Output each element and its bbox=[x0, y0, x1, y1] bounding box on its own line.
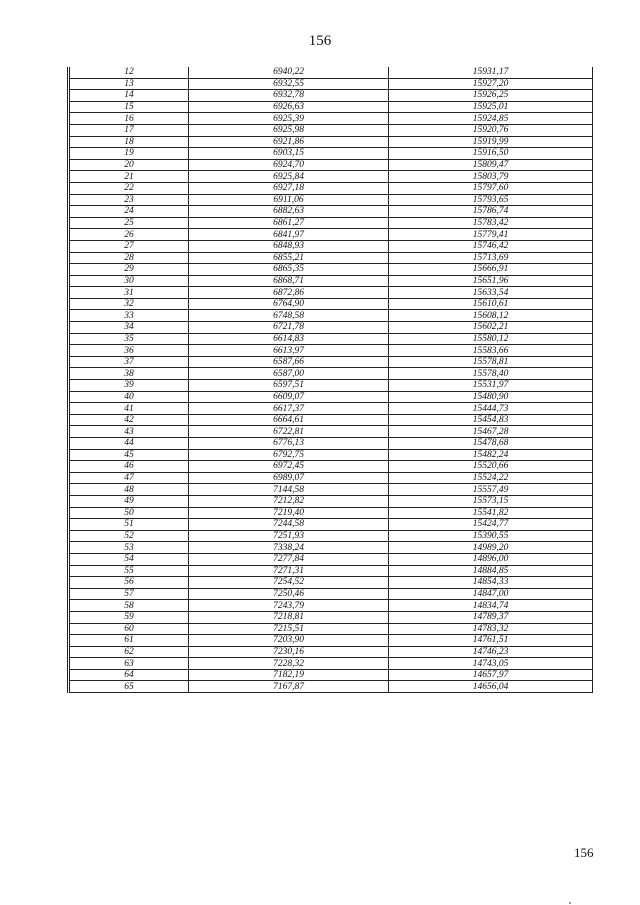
point-number-cell: 33 bbox=[69, 310, 189, 322]
point-number-cell: 28 bbox=[69, 252, 189, 264]
table-row bbox=[69, 669, 593, 681]
point-number-cell: 65 bbox=[69, 681, 189, 693]
x-coordinate-cell: 6925,98 bbox=[189, 124, 389, 136]
x-coordinate-cell: 6764,90 bbox=[189, 298, 389, 310]
x-coordinate-cell: 7144,58 bbox=[189, 484, 389, 496]
y-coordinate-cell: 15924,85 bbox=[389, 113, 593, 125]
scan-speck bbox=[569, 902, 571, 904]
table-row bbox=[69, 553, 593, 565]
x-coordinate-cell: 6792,75 bbox=[189, 449, 389, 461]
table-row bbox=[69, 252, 593, 264]
y-coordinate-cell: 14834,74 bbox=[389, 600, 593, 612]
point-number-cell: 56 bbox=[69, 577, 189, 589]
x-coordinate-cell: 6903,15 bbox=[189, 148, 389, 160]
table-row bbox=[69, 681, 593, 693]
point-number-cell: 53 bbox=[69, 542, 189, 554]
y-coordinate-cell: 15424,77 bbox=[389, 519, 593, 531]
y-coordinate-cell: 14989,20 bbox=[389, 542, 593, 554]
y-coordinate-cell: 15793,65 bbox=[389, 194, 593, 206]
x-coordinate-cell: 7203,90 bbox=[189, 635, 389, 647]
table-row bbox=[69, 426, 593, 438]
x-coordinate-cell: 6932,78 bbox=[189, 90, 389, 102]
y-coordinate-cell: 15746,42 bbox=[389, 240, 593, 252]
point-number-cell: 50 bbox=[69, 507, 189, 519]
table-row bbox=[69, 403, 593, 415]
point-number-cell: 19 bbox=[69, 148, 189, 160]
table-row bbox=[69, 577, 593, 589]
table-row bbox=[69, 78, 593, 90]
x-coordinate-cell: 6855,21 bbox=[189, 252, 389, 264]
point-number-cell: 40 bbox=[69, 391, 189, 403]
x-coordinate-cell: 7228,32 bbox=[189, 658, 389, 670]
table-row bbox=[69, 240, 593, 252]
table-row bbox=[69, 449, 593, 461]
y-coordinate-cell: 14656,04 bbox=[389, 681, 593, 693]
y-coordinate-cell: 15520,66 bbox=[389, 461, 593, 473]
y-coordinate-cell: 15786,74 bbox=[389, 206, 593, 218]
x-coordinate-cell: 6868,71 bbox=[189, 275, 389, 287]
table-row bbox=[69, 206, 593, 218]
x-coordinate-cell: 6587,00 bbox=[189, 368, 389, 380]
table-row bbox=[69, 182, 593, 194]
point-number-cell: 37 bbox=[69, 356, 189, 368]
y-coordinate-cell: 14896,00 bbox=[389, 553, 593, 565]
x-coordinate-cell: 6841,97 bbox=[189, 229, 389, 241]
x-coordinate-cell: 6848,93 bbox=[189, 240, 389, 252]
point-number-cell: 14 bbox=[69, 90, 189, 102]
x-coordinate-cell: 6924,70 bbox=[189, 159, 389, 171]
y-coordinate-cell: 15573,15 bbox=[389, 495, 593, 507]
table-row bbox=[69, 275, 593, 287]
x-coordinate-cell: 6664,61 bbox=[189, 414, 389, 426]
x-coordinate-cell: 7219,40 bbox=[189, 507, 389, 519]
x-coordinate-cell: 6722,81 bbox=[189, 426, 389, 438]
table-row bbox=[69, 148, 593, 160]
table-row bbox=[69, 600, 593, 612]
table-row bbox=[69, 171, 593, 183]
point-number-cell: 45 bbox=[69, 449, 189, 461]
point-number-cell: 48 bbox=[69, 484, 189, 496]
x-coordinate-cell: 6861,27 bbox=[189, 217, 389, 229]
y-coordinate-cell: 15919,99 bbox=[389, 136, 593, 148]
x-coordinate-cell: 6617,37 bbox=[189, 403, 389, 415]
y-coordinate-cell: 14854,33 bbox=[389, 577, 593, 589]
point-number-cell: 17 bbox=[69, 124, 189, 136]
y-coordinate-cell: 15531,97 bbox=[389, 380, 593, 392]
y-coordinate-cell: 15809,47 bbox=[389, 159, 593, 171]
y-coordinate-cell: 15390,55 bbox=[389, 530, 593, 542]
y-coordinate-cell: 14657,97 bbox=[389, 669, 593, 681]
y-coordinate-cell: 15608,12 bbox=[389, 310, 593, 322]
point-number-cell: 30 bbox=[69, 275, 189, 287]
table-row bbox=[69, 90, 593, 102]
point-number-cell: 20 bbox=[69, 159, 189, 171]
table-row bbox=[69, 507, 593, 519]
y-coordinate-cell: 14847,00 bbox=[389, 588, 593, 600]
y-coordinate-cell: 15524,22 bbox=[389, 472, 593, 484]
table-row bbox=[69, 345, 593, 357]
y-coordinate-cell: 15482,24 bbox=[389, 449, 593, 461]
table-row bbox=[69, 298, 593, 310]
x-coordinate-cell: 6925,84 bbox=[189, 171, 389, 183]
point-number-cell: 26 bbox=[69, 229, 189, 241]
y-coordinate-cell: 15578,40 bbox=[389, 368, 593, 380]
y-coordinate-cell: 15666,91 bbox=[389, 264, 593, 276]
x-coordinate-cell: 7271,31 bbox=[189, 565, 389, 577]
x-coordinate-cell: 6587,66 bbox=[189, 356, 389, 368]
x-coordinate-cell: 6940,22 bbox=[189, 67, 389, 78]
y-coordinate-cell: 15916,50 bbox=[389, 148, 593, 160]
x-coordinate-cell: 6614,83 bbox=[189, 333, 389, 345]
table-row bbox=[69, 542, 593, 554]
y-coordinate-cell: 15467,28 bbox=[389, 426, 593, 438]
point-number-cell: 13 bbox=[69, 78, 189, 90]
table-row bbox=[69, 565, 593, 577]
page-number-top: 156 bbox=[308, 33, 332, 49]
point-number-cell: 55 bbox=[69, 565, 189, 577]
table-row bbox=[69, 136, 593, 148]
point-number-cell: 54 bbox=[69, 553, 189, 565]
x-coordinate-cell: 6911,06 bbox=[189, 194, 389, 206]
y-coordinate-cell: 15633,54 bbox=[389, 287, 593, 299]
x-coordinate-cell: 7243,79 bbox=[189, 600, 389, 612]
table-row bbox=[69, 333, 593, 345]
point-number-cell: 62 bbox=[69, 646, 189, 658]
y-coordinate-cell: 14743,05 bbox=[389, 658, 593, 670]
x-coordinate-cell: 6597,51 bbox=[189, 380, 389, 392]
table-row bbox=[69, 217, 593, 229]
point-number-cell: 51 bbox=[69, 519, 189, 531]
point-number-cell: 18 bbox=[69, 136, 189, 148]
x-coordinate-cell: 7182,19 bbox=[189, 669, 389, 681]
point-number-cell: 35 bbox=[69, 333, 189, 345]
table-row bbox=[69, 113, 593, 125]
y-coordinate-cell: 15779,41 bbox=[389, 229, 593, 241]
x-coordinate-cell: 6925,39 bbox=[189, 113, 389, 125]
x-coordinate-cell: 6932,55 bbox=[189, 78, 389, 90]
x-coordinate-cell: 6865,35 bbox=[189, 264, 389, 276]
point-number-cell: 57 bbox=[69, 588, 189, 600]
table-row bbox=[69, 658, 593, 670]
y-coordinate-cell: 15480,90 bbox=[389, 391, 593, 403]
table-row bbox=[69, 264, 593, 276]
table-row bbox=[69, 611, 593, 623]
y-coordinate-cell: 14789,37 bbox=[389, 611, 593, 623]
table-row bbox=[69, 484, 593, 496]
point-number-cell: 29 bbox=[69, 264, 189, 276]
x-coordinate-cell: 7212,82 bbox=[189, 495, 389, 507]
x-coordinate-cell: 7230,16 bbox=[189, 646, 389, 658]
x-coordinate-cell: 6776,13 bbox=[189, 438, 389, 450]
y-coordinate-cell: 15927,20 bbox=[389, 78, 593, 90]
point-number-cell: 34 bbox=[69, 322, 189, 334]
table-row bbox=[69, 356, 593, 368]
y-coordinate-cell: 15803,79 bbox=[389, 171, 593, 183]
point-number-cell: 32 bbox=[69, 298, 189, 310]
x-coordinate-cell: 6989,07 bbox=[189, 472, 389, 484]
y-coordinate-cell: 15926,25 bbox=[389, 90, 593, 102]
y-coordinate-cell: 15931,17 bbox=[389, 67, 593, 78]
point-number-cell: 15 bbox=[69, 101, 189, 113]
x-coordinate-cell: 6926,63 bbox=[189, 101, 389, 113]
y-coordinate-cell: 15651,96 bbox=[389, 275, 593, 287]
point-number-cell: 44 bbox=[69, 438, 189, 450]
table-row bbox=[69, 310, 593, 322]
point-number-cell: 36 bbox=[69, 345, 189, 357]
point-number-cell: 46 bbox=[69, 461, 189, 473]
point-number-cell: 31 bbox=[69, 287, 189, 299]
point-number-cell: 24 bbox=[69, 206, 189, 218]
point-number-cell: 21 bbox=[69, 171, 189, 183]
x-coordinate-cell: 6872,86 bbox=[189, 287, 389, 299]
coordinates-table-body bbox=[69, 67, 593, 693]
point-number-cell: 60 bbox=[69, 623, 189, 635]
table-row bbox=[69, 380, 593, 392]
point-number-cell: 23 bbox=[69, 194, 189, 206]
table-row bbox=[69, 159, 593, 171]
point-number-cell: 42 bbox=[69, 414, 189, 426]
x-coordinate-cell: 6972,45 bbox=[189, 461, 389, 473]
point-number-cell: 64 bbox=[69, 669, 189, 681]
table-row bbox=[69, 101, 593, 113]
point-number-cell: 63 bbox=[69, 658, 189, 670]
x-coordinate-cell: 6927,18 bbox=[189, 182, 389, 194]
table-row bbox=[69, 322, 593, 334]
y-coordinate-cell: 15557,49 bbox=[389, 484, 593, 496]
point-number-cell: 41 bbox=[69, 403, 189, 415]
point-number-cell: 25 bbox=[69, 217, 189, 229]
table-row bbox=[69, 519, 593, 531]
y-coordinate-cell: 15925,01 bbox=[389, 101, 593, 113]
x-coordinate-cell: 7250,46 bbox=[189, 588, 389, 600]
x-coordinate-cell: 7244,58 bbox=[189, 519, 389, 531]
table-row bbox=[69, 124, 593, 136]
point-number-cell: 47 bbox=[69, 472, 189, 484]
y-coordinate-cell: 15478,68 bbox=[389, 438, 593, 450]
point-number-cell: 43 bbox=[69, 426, 189, 438]
table-row bbox=[69, 635, 593, 647]
point-number-cell: 58 bbox=[69, 600, 189, 612]
x-coordinate-cell: 7215,51 bbox=[189, 623, 389, 635]
x-coordinate-cell: 7218,81 bbox=[189, 611, 389, 623]
page-number-bottom: 156 bbox=[574, 845, 594, 860]
x-coordinate-cell: 6613,97 bbox=[189, 345, 389, 357]
table-row bbox=[69, 67, 593, 78]
x-coordinate-cell: 6609,07 bbox=[189, 391, 389, 403]
table-row bbox=[69, 438, 593, 450]
y-coordinate-cell: 14761,51 bbox=[389, 635, 593, 647]
table-row bbox=[69, 368, 593, 380]
x-coordinate-cell: 6721,78 bbox=[189, 322, 389, 334]
x-coordinate-cell: 7277,84 bbox=[189, 553, 389, 565]
table-row bbox=[69, 623, 593, 635]
x-coordinate-cell: 7251,93 bbox=[189, 530, 389, 542]
table-row bbox=[69, 646, 593, 658]
x-coordinate-cell: 7338,24 bbox=[189, 542, 389, 554]
y-coordinate-cell: 14884,85 bbox=[389, 565, 593, 577]
y-coordinate-cell: 15444,73 bbox=[389, 403, 593, 415]
point-number-cell: 38 bbox=[69, 368, 189, 380]
y-coordinate-cell: 15713,69 bbox=[389, 252, 593, 264]
point-number-cell: 59 bbox=[69, 611, 189, 623]
y-coordinate-cell: 15541,82 bbox=[389, 507, 593, 519]
coordinates-table bbox=[67, 67, 593, 693]
point-number-cell: 27 bbox=[69, 240, 189, 252]
y-coordinate-cell: 15797,60 bbox=[389, 182, 593, 194]
table-row bbox=[69, 530, 593, 542]
y-coordinate-cell: 15610,61 bbox=[389, 298, 593, 310]
table-row bbox=[69, 229, 593, 241]
y-coordinate-cell: 14746,23 bbox=[389, 646, 593, 658]
table-row bbox=[69, 287, 593, 299]
point-number-cell: 52 bbox=[69, 530, 189, 542]
point-number-cell: 16 bbox=[69, 113, 189, 125]
x-coordinate-cell: 6882,63 bbox=[189, 206, 389, 218]
point-number-cell: 22 bbox=[69, 182, 189, 194]
y-coordinate-cell: 15602,21 bbox=[389, 322, 593, 334]
table-row bbox=[69, 194, 593, 206]
y-coordinate-cell: 15920,76 bbox=[389, 124, 593, 136]
x-coordinate-cell: 6748,58 bbox=[189, 310, 389, 322]
x-coordinate-cell: 6921,86 bbox=[189, 136, 389, 148]
table-row bbox=[69, 495, 593, 507]
point-number-cell: 12 bbox=[69, 67, 189, 78]
point-number-cell: 49 bbox=[69, 495, 189, 507]
x-coordinate-cell: 7167,87 bbox=[189, 681, 389, 693]
y-coordinate-cell: 15578,81 bbox=[389, 356, 593, 368]
point-number-cell: 39 bbox=[69, 380, 189, 392]
y-coordinate-cell: 14783,32 bbox=[389, 623, 593, 635]
x-coordinate-cell: 7254,52 bbox=[189, 577, 389, 589]
table-row bbox=[69, 391, 593, 403]
table-row bbox=[69, 472, 593, 484]
y-coordinate-cell: 15580,12 bbox=[389, 333, 593, 345]
y-coordinate-cell: 15583,66 bbox=[389, 345, 593, 357]
table-row bbox=[69, 588, 593, 600]
table-row bbox=[69, 461, 593, 473]
point-number-cell: 61 bbox=[69, 635, 189, 647]
table-row bbox=[69, 414, 593, 426]
y-coordinate-cell: 15783,42 bbox=[389, 217, 593, 229]
y-coordinate-cell: 15454,83 bbox=[389, 414, 593, 426]
